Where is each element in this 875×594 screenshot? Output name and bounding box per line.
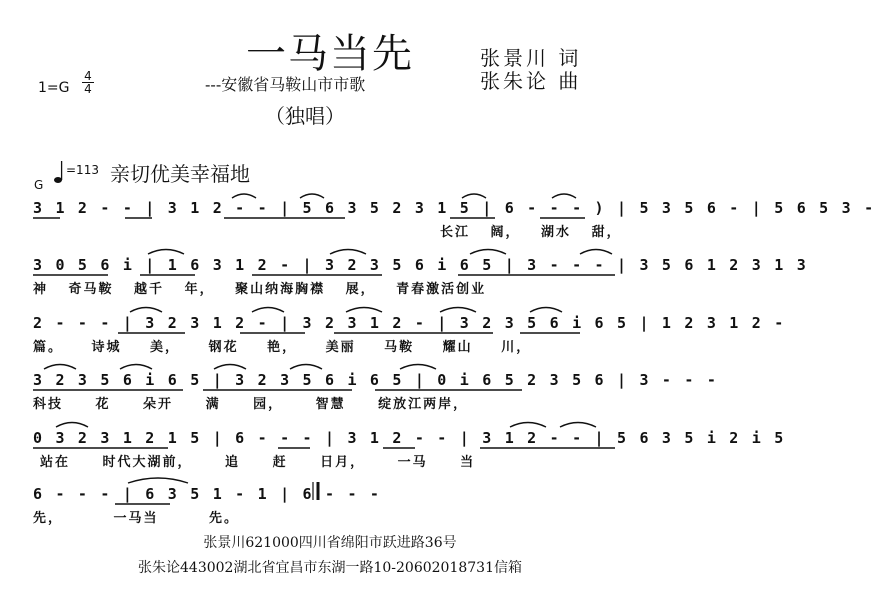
song-title: 一马当先 bbox=[246, 31, 414, 77]
tempo-bpm: =113 bbox=[66, 163, 99, 177]
lyric-row-2: 神 奇马鞍 越千 年， 聚山纳海胸襟 展， 青春激活创业 bbox=[33, 282, 487, 297]
lyric-row-4: 科技 花 朵开 满 园， 智慧 绽放江两岸， bbox=[33, 397, 469, 412]
notation-row-1: 3 1 2 - - | 3 1 2 - - | 5 6 3 5 2 3 1 5 | 6 - - - ) | 5 3 5 6 - | 5 6 5 3 - bbox=[33, 199, 875, 217]
lyricist-credit: 张景川 词 bbox=[480, 46, 582, 70]
time-signature-bottom: 4 bbox=[84, 82, 92, 96]
time-signature-top: 4 bbox=[84, 69, 92, 83]
lyric-row-3: 篇。 诗城 美， 钢花 艳， 美丽 马鞍 耀山 川， bbox=[33, 340, 532, 355]
key-signature: 1=G bbox=[38, 80, 70, 96]
expression-marking: 亲切优美幸福地 bbox=[110, 162, 250, 186]
clef-letter: G bbox=[34, 178, 44, 192]
lyric-row-5: 站在 时代大湖前， 追 赶 日月， 一马 当 bbox=[40, 455, 476, 470]
song-subtitle: ---安徽省马鞍山市市歌 bbox=[205, 75, 366, 94]
notation-row-5: 0 3 2 3 1 2 1 5 | 6 - - - | 3 1 2 - - | 3 1 2 - - | 5 6 3 5 i 2 i 5 bbox=[33, 429, 786, 447]
performance-type: （独唱） bbox=[265, 104, 345, 128]
lyric-row-1: 长江 阔， 湖水 甜， bbox=[440, 225, 622, 240]
composer-credit: 张朱论 曲 bbox=[480, 69, 582, 93]
lyric-row-6: 先， 一马当 先。 bbox=[33, 511, 240, 526]
lyricist-contact: 张景川621000四川省绵阳市跃进路36号 bbox=[203, 535, 457, 551]
notation-row-3: 2 - - - | 3 2 3 1 2 - | 3 2 3 1 2 - | 3 2 3 5 6 i 6 5 | 1 2 3 1 2 - bbox=[33, 314, 786, 332]
composer-contact: 张朱论443002湖北省宜昌市东湖一路10-20602018731信箱 bbox=[138, 560, 522, 576]
notation-row-6: 6 - - - | 6 3 5 1 - 1 | 6 - - - bbox=[33, 485, 382, 503]
notation-row-2: 3 0 5 6 i | 1 6 3 1 2 - | 3 2 3 5 6 i 6 5 | 3 - - - | 3 5 6 1 2 3 1 3 bbox=[33, 256, 808, 274]
notation-row-4: 3 2 3 5 6 i 6 5 | 3 2 3 5 6 i 6 5 | 0 i 6 5 2 3 5 6 | 3 - - - bbox=[33, 371, 719, 389]
